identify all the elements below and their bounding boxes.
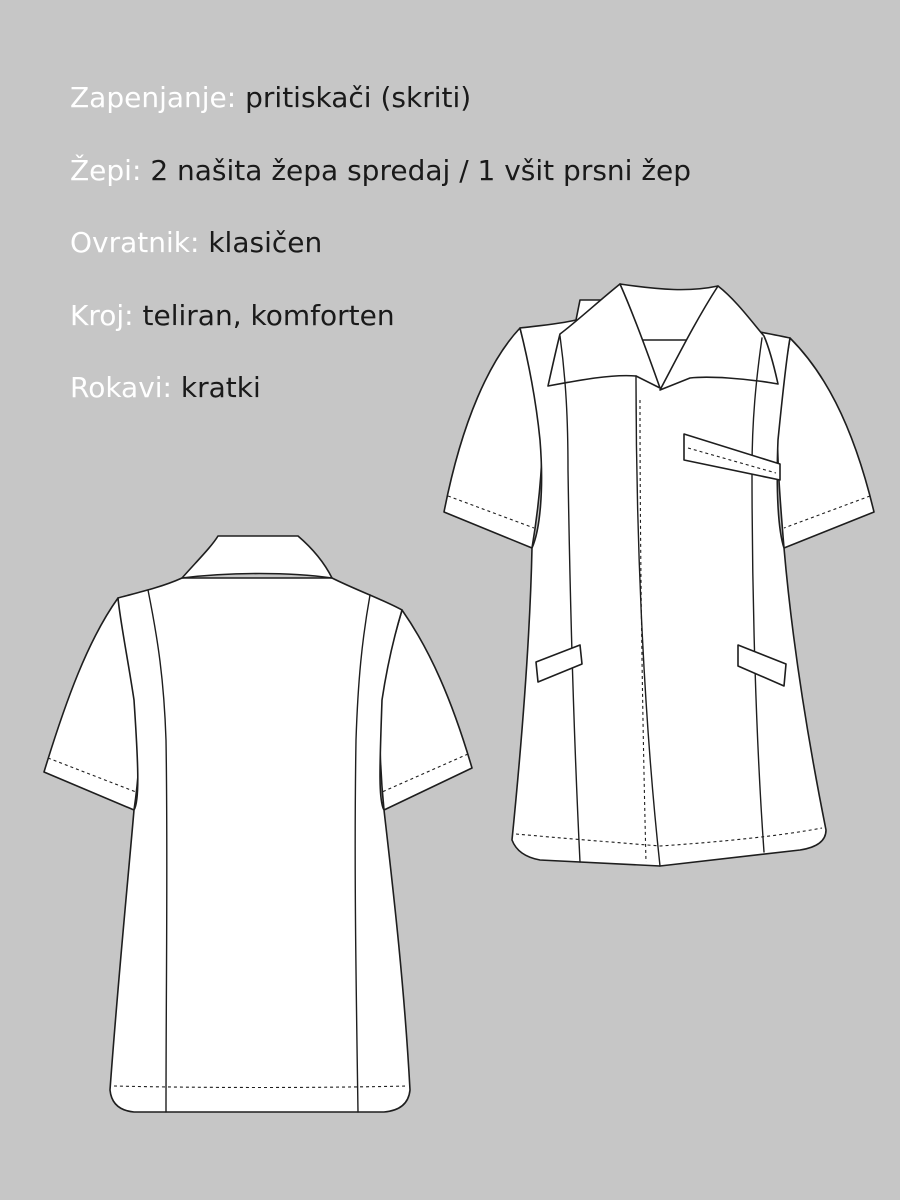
spec-value: 2 našita žepa spredaj / 1 všit prsni žep [150, 153, 692, 187]
spec-value: kratki [180, 371, 261, 404]
spec-label: Žepi: [70, 153, 142, 187]
front-view-drawing [444, 284, 874, 866]
spec-value: pritiskači (skriti) [245, 81, 472, 114]
back-body [110, 578, 410, 1112]
spec-label: Zapenjanje: [70, 81, 237, 114]
spec-label: Kroj: [70, 298, 134, 332]
spec-value: klasičen [208, 226, 323, 259]
spec-label: Rokavi: [70, 371, 172, 404]
spec-label: Ovratnik: [70, 226, 200, 259]
back-view-drawing [44, 536, 472, 1112]
front-right-sleeve [777, 338, 874, 548]
spec-value: teliran, komforten [142, 298, 395, 332]
back-collar [182, 536, 332, 578]
